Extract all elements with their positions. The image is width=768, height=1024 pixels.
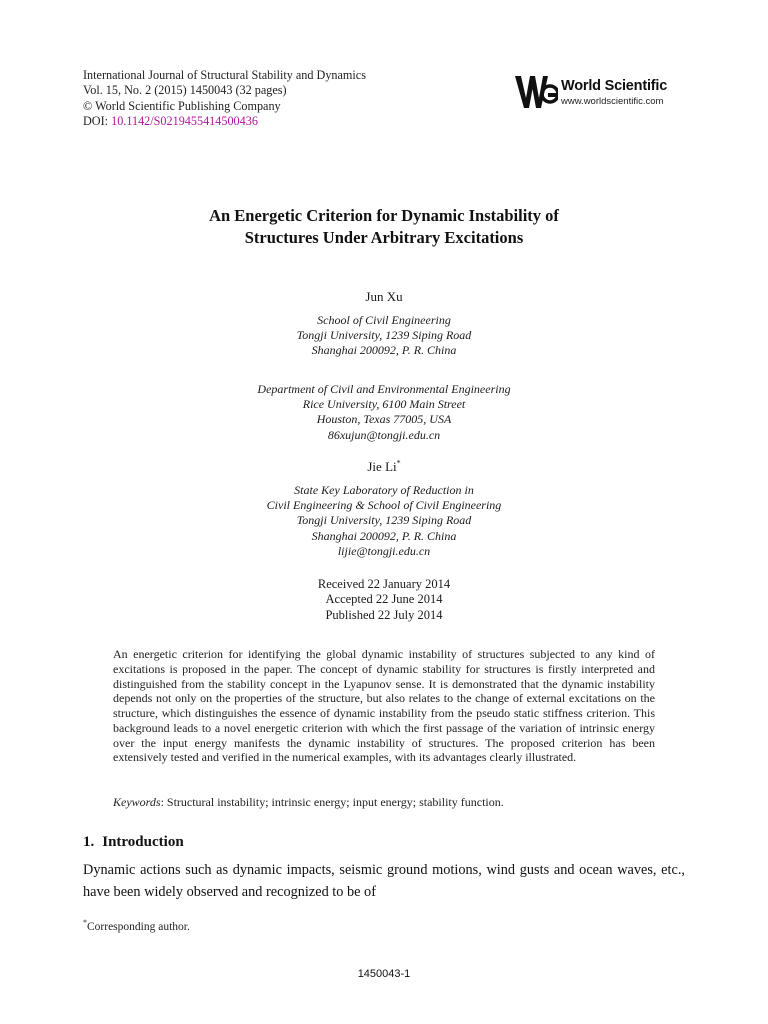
- footnote: [83, 918, 190, 933]
- author-name: [0, 289, 768, 305]
- doi-label: DOI:: [83, 113, 109, 128]
- affiliation-line: Shanghai 200092, P. R. China: [311, 343, 457, 358]
- affiliation-line: Shanghai 200092, P. R. China: [311, 528, 457, 543]
- affiliation-line: Civil Engineering & School of Civil Engineering: [266, 498, 502, 513]
- author-1-email[interactable]: 86xujun@tongji.edu.cn: [327, 427, 441, 442]
- journal-copyright: © World Scientific Publishing Company: [83, 98, 281, 113]
- author-2-affiliation: [0, 483, 768, 559]
- publisher-name: World Scientific: [561, 78, 668, 94]
- world-scientific-logo-icon: [514, 72, 558, 112]
- title-line: Structures Under Arbitrary Excitations: [244, 228, 524, 247]
- affiliation-line: Tongji University, 1239 Siping Road: [296, 513, 472, 528]
- author-1-affiliation-1: [0, 313, 768, 359]
- published-date: Published 22 July 2014: [325, 607, 443, 622]
- affiliation-line: State Key Laboratory of Reduction in: [294, 483, 474, 497]
- abstract: An energetic criterion for identifying the global dynamic instability of structures subjected to any kind of excitations is proposed in the paper. The concept of dynamic stability for structures is firstly interpreted and distinguished from the stability concept in the Lyapunov sense. It is demonstrated that the dynamic instability depends not only on the properties of the structure, but also relates to the change of external excitations on the structure, which distinguishes the essence of dynamic instability from the pseudo static stiffness criterion. This background leads to a novel energetic criterion with which the first passage of the variation of intrinsic energy over the input energy manifests the dynamic instability of structures. The proposed criterion has been extensively tested and verified in the numerical examples, with its advantages clearly illustrated.: [113, 647, 655, 765]
- keywords: [113, 795, 655, 810]
- keywords-label: Keywords: [113, 795, 161, 809]
- affiliation-line: School of Civil Engineering: [317, 313, 451, 327]
- journal-volume: Vol. 15, No. 2 (2015) 1450043 (32 pages): [83, 83, 287, 98]
- title-line: An Energetic Criterion for Dynamic Instability of: [209, 206, 559, 225]
- intro-paragraph: Dynamic actions such as dynamic impacts, seismic ground motions, wind gusts and ocean waves, etc., have been widely observed and recognized to be of: [83, 862, 685, 900]
- doi-link[interactable]: 10.1142/S0219455414500436: [111, 113, 258, 128]
- section-title: Introduction: [102, 834, 184, 850]
- page-number: 1450043-1: [357, 968, 411, 980]
- section-heading: [83, 834, 184, 851]
- affiliation-line: Department of Civil and Environmental Engineering: [257, 382, 511, 396]
- author-2-email[interactable]: lijie@tongji.edu.cn: [337, 543, 431, 558]
- author-name: [0, 459, 768, 475]
- author-1-name: Jun Xu: [365, 289, 403, 304]
- footnote-text: Corresponding author.: [87, 921, 190, 933]
- affiliation-line: Tongji University, 1239 Siping Road: [296, 328, 472, 343]
- corresponding-marker: *: [396, 458, 401, 468]
- paper-title: [0, 205, 768, 249]
- author-2-name: Jie Li: [367, 459, 397, 474]
- publisher-url[interactable]: www.worldscientific.com: [561, 96, 664, 107]
- publisher-logo: [514, 72, 694, 112]
- journal-info: [83, 68, 366, 129]
- affiliation-line: Houston, Texas 77005, USA: [316, 412, 452, 427]
- keywords-text: : Structural instability; intrinsic energy; input energy; stability function.: [160, 795, 504, 809]
- section-number: 1.: [83, 834, 95, 850]
- affiliation-line: Rice University, 6100 Main Street: [302, 397, 466, 412]
- received-date: Received 22 January 2014: [317, 577, 451, 591]
- journal-name: International Journal of Structural Stability and Dynamics: [83, 68, 366, 82]
- author-1-affiliation-2: [0, 382, 768, 443]
- publication-dates: [0, 577, 768, 623]
- footnote-marker: *: [83, 918, 87, 928]
- accepted-date: Accepted 22 June 2014: [325, 592, 443, 607]
- journal-doi: [83, 114, 366, 129]
